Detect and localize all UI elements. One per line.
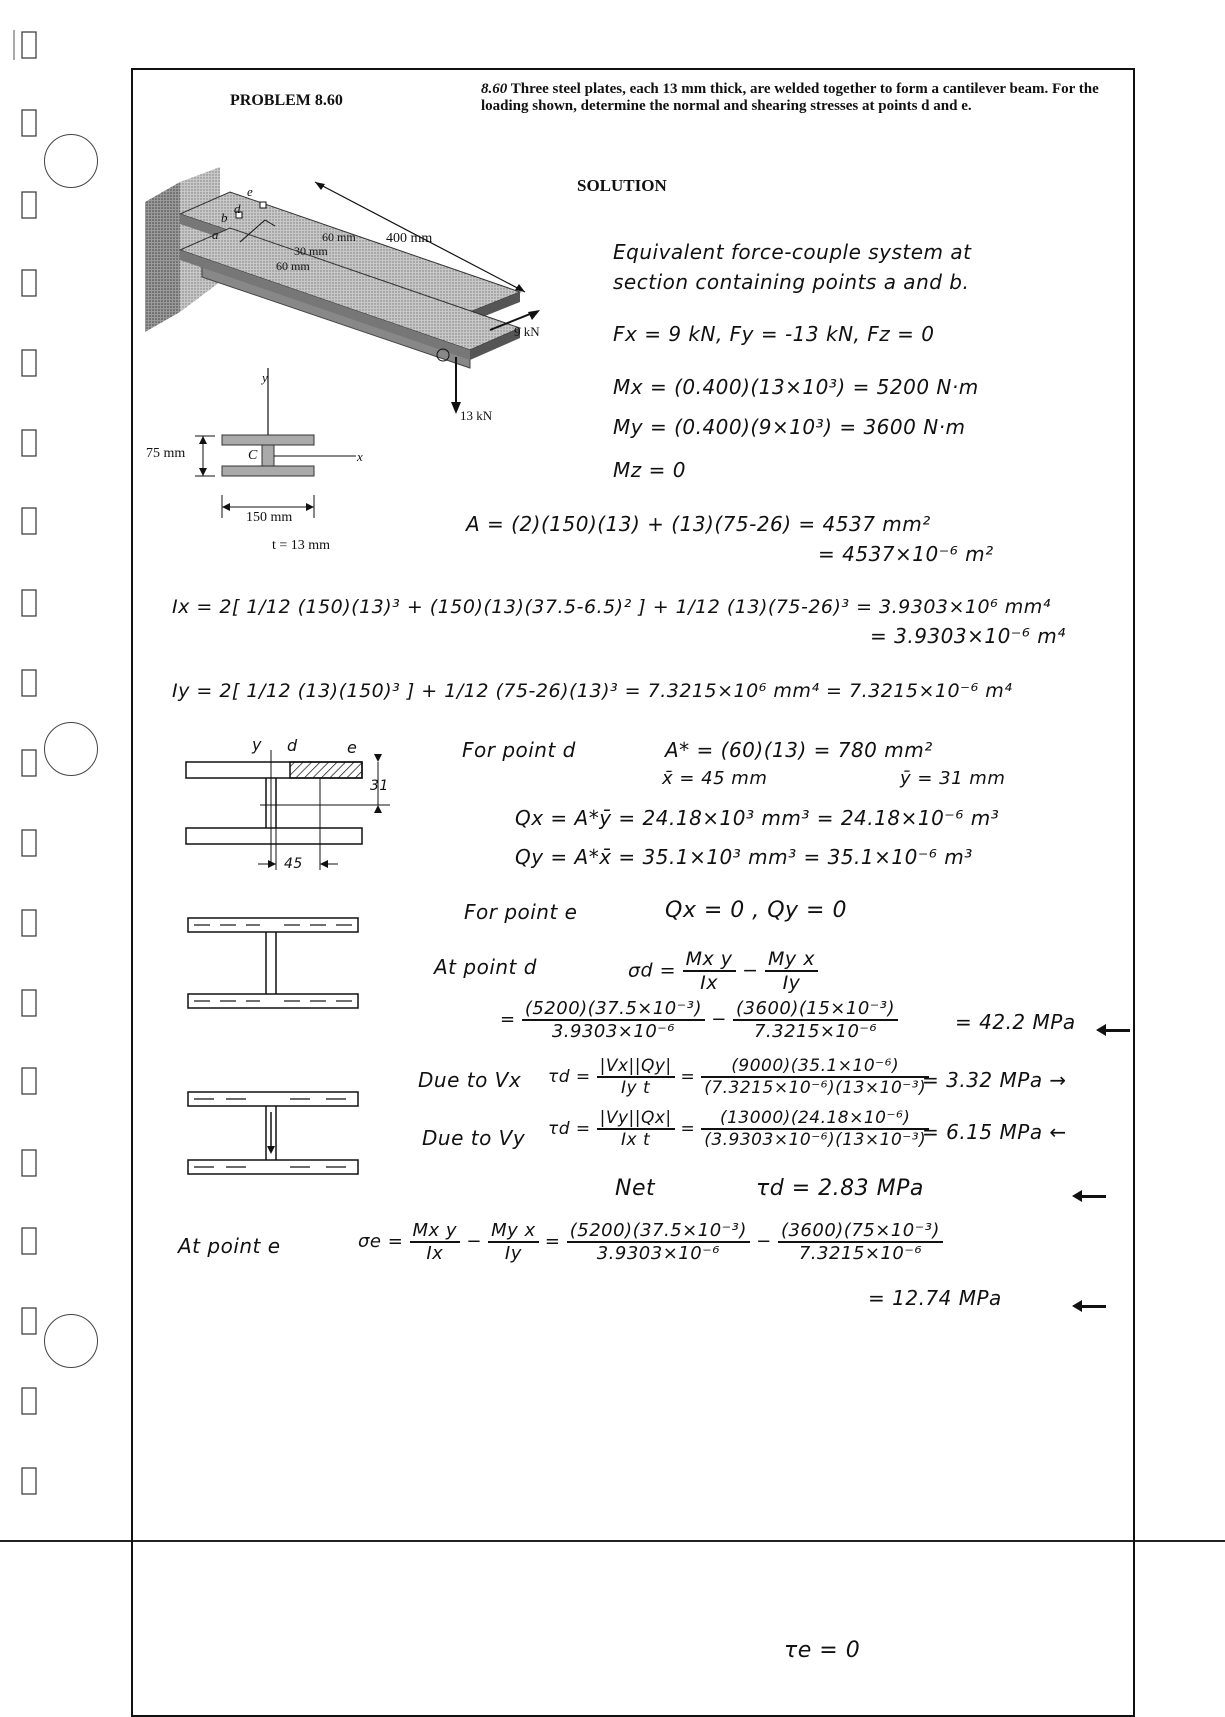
sigma-d-term1: $\frac{\text{Mx y}}{Ix}$ — [683, 948, 736, 994]
moment-mx: Mx = (0.400)(13×10³) = 5200 N·m — [613, 375, 979, 399]
tau-vx-result: = 3.32 MPa → — [922, 1068, 1067, 1092]
point-d-astar: A* = (60)(13) = 780 mm² — [665, 738, 933, 762]
sigma-d-value2: $\frac{\text{(3600)(15×10⁻³)}}{\text{7.3215×10⁻⁶}}$ — [733, 998, 898, 1042]
axis-y-label: y — [262, 370, 268, 385]
dim-75: 75 mm — [146, 446, 186, 461]
thickness-label: t = 13 mm — [272, 538, 331, 553]
net-label: Net — [615, 1176, 656, 1201]
sketch-d-label: d — [287, 736, 298, 755]
centroid-label: C — [248, 448, 258, 463]
sigma-d-lhs: σd = — [628, 959, 677, 982]
sigma-e-formula: σe = $\frac{\text{Mx y}}{Ix}$ − $\frac{\text{My x}}{Iy}$ = $\frac{\text{(5200)(37.5×10⁻³)}}{\text{3.9303×10⁻⁶}}$ − $\frac{\text{(3600)(75×10⁻³)}}{\text{7.3215×10⁻⁶}}$ — [358, 1220, 943, 1264]
sketch-dim-31: 31 — [370, 778, 389, 794]
force-components: Fx = 9 kN, Fy = -13 kN, Fz = 0 — [613, 322, 935, 346]
tau-e: τe = 0 — [784, 1638, 861, 1663]
sketch-y-label: y — [252, 735, 262, 754]
tau-vy-formula: τd = $\frac{|Vy||Qx|}{\text{Ix t}}$ = $\frac{\text{(13000)(24.18×10⁻⁶)}}{\text{(3.9303×10⁻⁶)(13×10⁻³)}}$ — [548, 1108, 929, 1150]
sigma-e-term2: $\frac{\text{My x}}{Iy}$ — [488, 1220, 539, 1264]
moment-mz: Mz = 0 — [613, 458, 686, 482]
force-9kn: 9 kN — [514, 324, 540, 339]
qx-line: Qx = A*ȳ = 24.18×10³ mm³ = 24.18×10⁻⁶ m³ — [515, 806, 1000, 830]
dim-60b: 60 mm — [276, 259, 310, 273]
moment-my: My = (0.400)(9×10³) = 3600 N·m — [613, 415, 966, 439]
problem-number: 8.60 — [481, 81, 508, 97]
point-e-label: For point e — [464, 900, 578, 924]
tau-vx-term: $\frac{|Vx||Qy|}{\text{Iy t}}$ — [597, 1056, 675, 1098]
sigma-d-term2: $\frac{\text{My x}}{Iy}$ — [765, 948, 818, 994]
sigma-e-lhs: σe = — [358, 1231, 404, 1252]
due-to-vx-label: Due to Vx — [418, 1068, 522, 1092]
label-a: a — [212, 227, 219, 242]
problem-statement — [481, 81, 1111, 115]
sketch-dim-45: 45 — [284, 856, 303, 872]
sketch-e-label: e — [347, 738, 358, 757]
shear-flow-sketch-1 — [180, 910, 370, 1010]
sigma-d-formula: σd = $\frac{\text{Mx y}}{Ix}$ − $\frac{\text{My x}}{Iy}$ — [628, 948, 818, 994]
dim-150: 150 mm — [246, 510, 293, 525]
tau-vy-term: $\frac{|Vy||Qx|}{\text{Ix t}}$ — [597, 1108, 675, 1150]
iy-line: Iy = 2[ 1/12 (13)(150)³ ] + 1/12 (75-26)(13)³ = 7.3215×10⁶ mm⁴ = 7.3215×10⁻⁶ m⁴ — [172, 680, 1013, 702]
ix-line-1: Ix = 2[ 1/12 (150)(13)³ + (150)(13)(37.5-6.5)² ] + 1/12 (13)(75-26)³ = 3.9303×10⁶ mm⁴ — [172, 596, 1051, 618]
tau-vy-result: = 6.15 MPa ← — [922, 1120, 1067, 1144]
force-13kn: 13 kN — [460, 408, 493, 423]
cross-section-figure — [140, 360, 380, 530]
dim-30: 30 mm — [294, 244, 328, 258]
answer-arrow-icon — [1104, 1021, 1130, 1039]
shear-flow-sketch-2 — [180, 1090, 370, 1180]
answer-arrow-icon — [1080, 1187, 1106, 1205]
problem-label: PROBLEM 8.60 — [230, 92, 343, 109]
solution-heading: SOLUTION — [577, 176, 667, 195]
axis-x-label: x — [357, 449, 363, 464]
label-e: e — [247, 184, 253, 199]
sigma-e-value2: $\frac{\text{(3600)(75×10⁻³)}}{\text{7.3215×10⁻⁶}}$ — [778, 1220, 943, 1264]
tau-vx-value: $\frac{\text{(9000)(35.1×10⁻⁶)}}{\text{(7.3215×10⁻⁶)(13×10⁻³)}}$ — [701, 1056, 929, 1098]
tau-vy-value: $\frac{\text{(13000)(24.18×10⁻⁶)}}{\text{(3.9303×10⁻⁶)(13×10⁻³)}}$ — [701, 1108, 929, 1150]
sigma-d-value1: $\frac{\text{(5200)(37.5×10⁻³)}}{\text{3.9303×10⁻⁶}}$ — [522, 998, 705, 1042]
sigma-d-label: At point d — [434, 955, 537, 979]
point-e-q: Qx = 0 , Qy = 0 — [665, 898, 847, 923]
intro-line-2: section containing points a and b. — [613, 270, 970, 294]
point-d-ybar: ȳ = 31 mm — [900, 768, 1006, 789]
sigma-e-term1: $\frac{\text{Mx y}}{Ix}$ — [410, 1220, 461, 1264]
statement-text: Three steel plates, each 13 mm thick, are welded together to form a cantilever beam. For the loading shown, determine the normal and shearing stresses at points d and e. — [481, 81, 1099, 114]
binder-hole — [44, 134, 98, 188]
dim-60a: 60 mm — [322, 230, 356, 244]
sigma-d-result: = 42.2 MPa — [955, 1010, 1076, 1034]
area-line-2: = 4537×10⁻⁶ m² — [818, 542, 994, 566]
sigma-e-value1: $\frac{\text{(5200)(37.5×10⁻³)}}{\text{3.9303×10⁻⁶}}$ — [567, 1220, 750, 1264]
sigma-d-values: = $\frac{\text{(5200)(37.5×10⁻³)}}{\text{3.9303×10⁻⁶}}$ − $\frac{\text{(3600)(15×10⁻³)}}{\text{7.3215×10⁻⁶}}$ — [500, 998, 898, 1042]
net-tau-d: τd = 2.83 MPa — [756, 1176, 924, 1201]
tau-vx-formula: τd = $\frac{|Vx||Qy|}{\text{Iy t}}$ = $\frac{\text{(9000)(35.1×10⁻⁶)}}{\text{(7.3215×10⁻⁶)(13×10⁻³)}}$ — [548, 1056, 929, 1098]
answer-arrow-icon — [1080, 1297, 1106, 1315]
sigma-e-result: = 12.74 MPa — [868, 1286, 1002, 1310]
label-b: b — [221, 210, 228, 225]
ix-line-2: = 3.9303×10⁻⁶ m⁴ — [870, 624, 1066, 648]
tau-vx-lhs: τd = — [548, 1067, 591, 1087]
point-d-label: For point d — [462, 738, 576, 762]
qy-line: Qy = A*x̄ = 35.1×10³ mm³ = 35.1×10⁻⁶ m³ — [515, 845, 973, 869]
due-to-vy-label: Due to Vy — [422, 1126, 526, 1150]
sigma-e-label: At point e — [178, 1234, 281, 1258]
area-line-1: A = (2)(150)(13) + (13)(75-26) = 4537 mm² — [466, 512, 931, 536]
binder-hole — [44, 1314, 98, 1368]
tau-vy-lhs: τd = — [548, 1119, 591, 1139]
point-d-xbar: x̄ = 45 mm — [662, 768, 768, 789]
intro-line-1: Equivalent force-couple system at — [613, 240, 972, 264]
binder-hole — [44, 722, 98, 776]
dim-400: 400 mm — [386, 231, 433, 246]
label-d: d — [234, 201, 241, 216]
